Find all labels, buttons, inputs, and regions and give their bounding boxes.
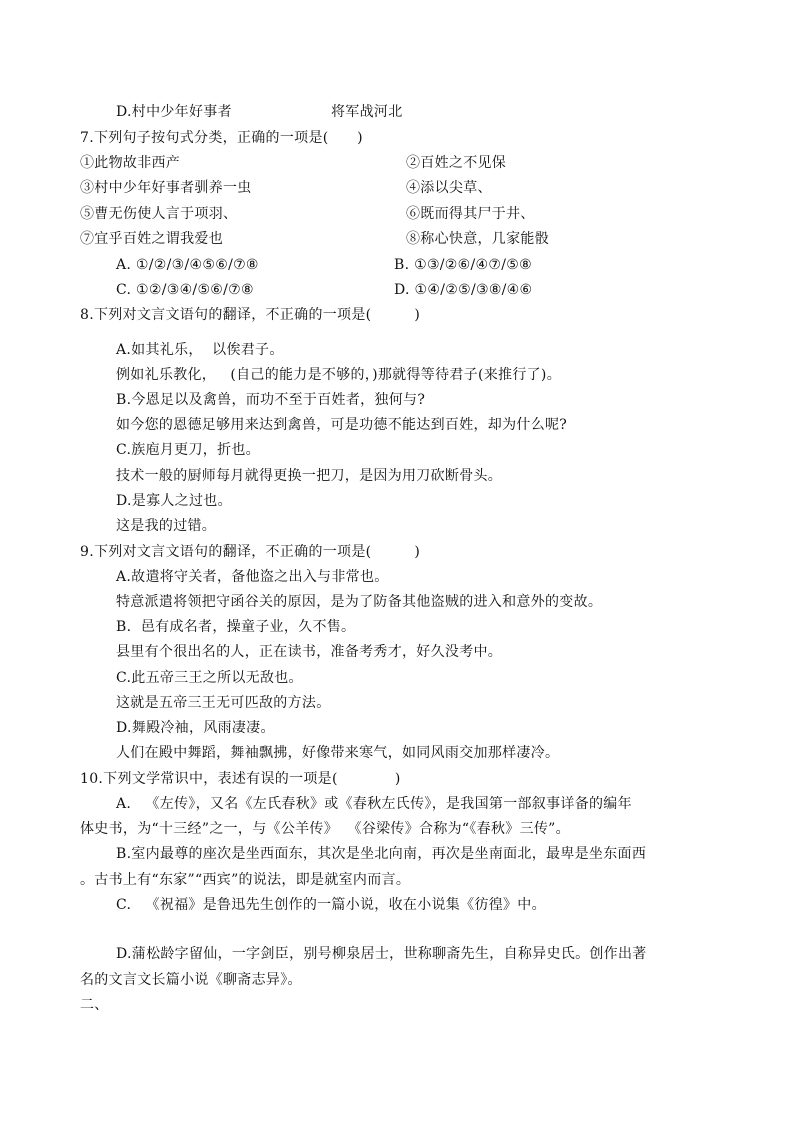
q8-line: 如今您的恩德足够用来达到禽兽，可是功德不能达到百姓，却为什么呢?: [116, 417, 568, 433]
q10-stem: 10.下列文学常识中，表述有误的一项是( ): [80, 771, 401, 787]
q6-option-d: D.村中少年好事者: [116, 104, 232, 120]
q7-item: ⑧称心快意，几家能骰: [406, 231, 549, 247]
q9-line: B. 邑有成名者，操童子业，久不售。: [116, 619, 356, 635]
q9-line: D.舞殿冷袖，风雨凄凄。: [116, 720, 275, 736]
q10-option-b: B.室内最尊的座次是坐西面东，其次是坐北向南，再次是坐南面北，最卑是坐东面西: [116, 846, 647, 862]
q7-item: ⑦宜乎百姓之谓我爱也: [80, 231, 223, 247]
q10-option-a: A. 《左传》，又名《左氏春秋》或《春秋左氏传》，是我国第一部叙事详备的编年: [116, 796, 632, 812]
section-heading: 二、: [80, 997, 109, 1013]
q7-option-d: D. ①④/②⑤/③⑧/④⑥: [394, 282, 533, 298]
q10-option-d-cont: 名的文言文长篇小说《聊斋志异》。: [80, 972, 302, 988]
q8-line: C.族庖月更刀，折也。: [116, 442, 260, 458]
q8-line: D.是寡人之过也。: [116, 493, 232, 509]
q10-option-b-cont: 。古书上有“东家”“西宾”的说法，即是就室内而言。: [80, 872, 411, 888]
q7-item: ④添以尖草、: [406, 180, 492, 196]
q7-item: ①此物故非西产: [80, 155, 181, 171]
q8-stem: 8.下列对文言文语句的翻译，不正确的一项是( ): [80, 307, 421, 323]
q7-option-c: C. ①②/③④/⑤⑥/⑦⑧: [116, 282, 254, 298]
q9-line: A.故遣将守关者，备他盗之出入与非常也。: [116, 569, 389, 585]
q10-option-d: D.蒲松龄字留仙，一字剑臣，别号柳泉居士，世称聊斋先生，自称异史氏。创作出著: [116, 946, 647, 962]
q8-line: 技术一般的厨师每月就得更换一把刀，是因为用刀砍断骨头。: [116, 468, 503, 484]
q7-item: ③村中少年好事者驯养一虫: [80, 180, 252, 196]
q9-line: C.此五帝三王之所以无敌也。: [116, 670, 303, 686]
q9-line: 人们在殿中舞蹈，舞袖飘拂，好像带来寒气，如同风雨交加那样凄冷。: [116, 745, 560, 761]
q6-option-d-right: 将军战河北: [331, 104, 403, 120]
q7-item: ⑤曹无伤使人言于项羽、: [80, 206, 238, 222]
q8-line: B.今恩足以及禽兽，而功不至于百姓者，独何与?: [116, 392, 426, 408]
q10-option-c: C. 《祝福》是鲁迅先生创作的一篇小说，收在小说集《彷徨》中。: [116, 897, 546, 913]
q7-option-a: A. ①/②/③/④⑤⑥/⑦⑧: [116, 257, 259, 273]
q9-line: 这就是五帝三王无可匹敌的方法。: [116, 695, 331, 711]
q9-stem: 9.下列对文言文语句的翻译，不正确的一项是( ): [80, 544, 421, 560]
q9-line: 特意派遣将领把守函谷关的原因，是为了防备其他盗贼的进入和意外的变故。: [116, 594, 603, 610]
q10-option-a-cont: 体史书，为“十三经”之一，与《公羊传》 《谷梁传》合称为“《春秋》三传”。: [80, 821, 570, 837]
q7-stem: 7.下列句子按句式分类，正确的一项是( ): [80, 130, 363, 146]
q8-line: 这是我的过错。: [116, 518, 217, 534]
q8-line: 例如礼乐教化， (自己的能力是不够的，)那就得等待君子(来推行了)。: [116, 367, 561, 383]
q9-line: 县里有个很出名的人，正在读书，准备考秀才，好久没考中。: [116, 644, 503, 660]
q7-item: ②百姓之不见保: [406, 155, 507, 171]
q7-item: ⑥既而得其尸于井、: [406, 206, 535, 222]
q7-option-b: B. ①③/②⑥/④⑦/⑤⑧: [394, 257, 532, 273]
q8-line: A.如其礼乐， 以俟君子。: [116, 342, 284, 358]
